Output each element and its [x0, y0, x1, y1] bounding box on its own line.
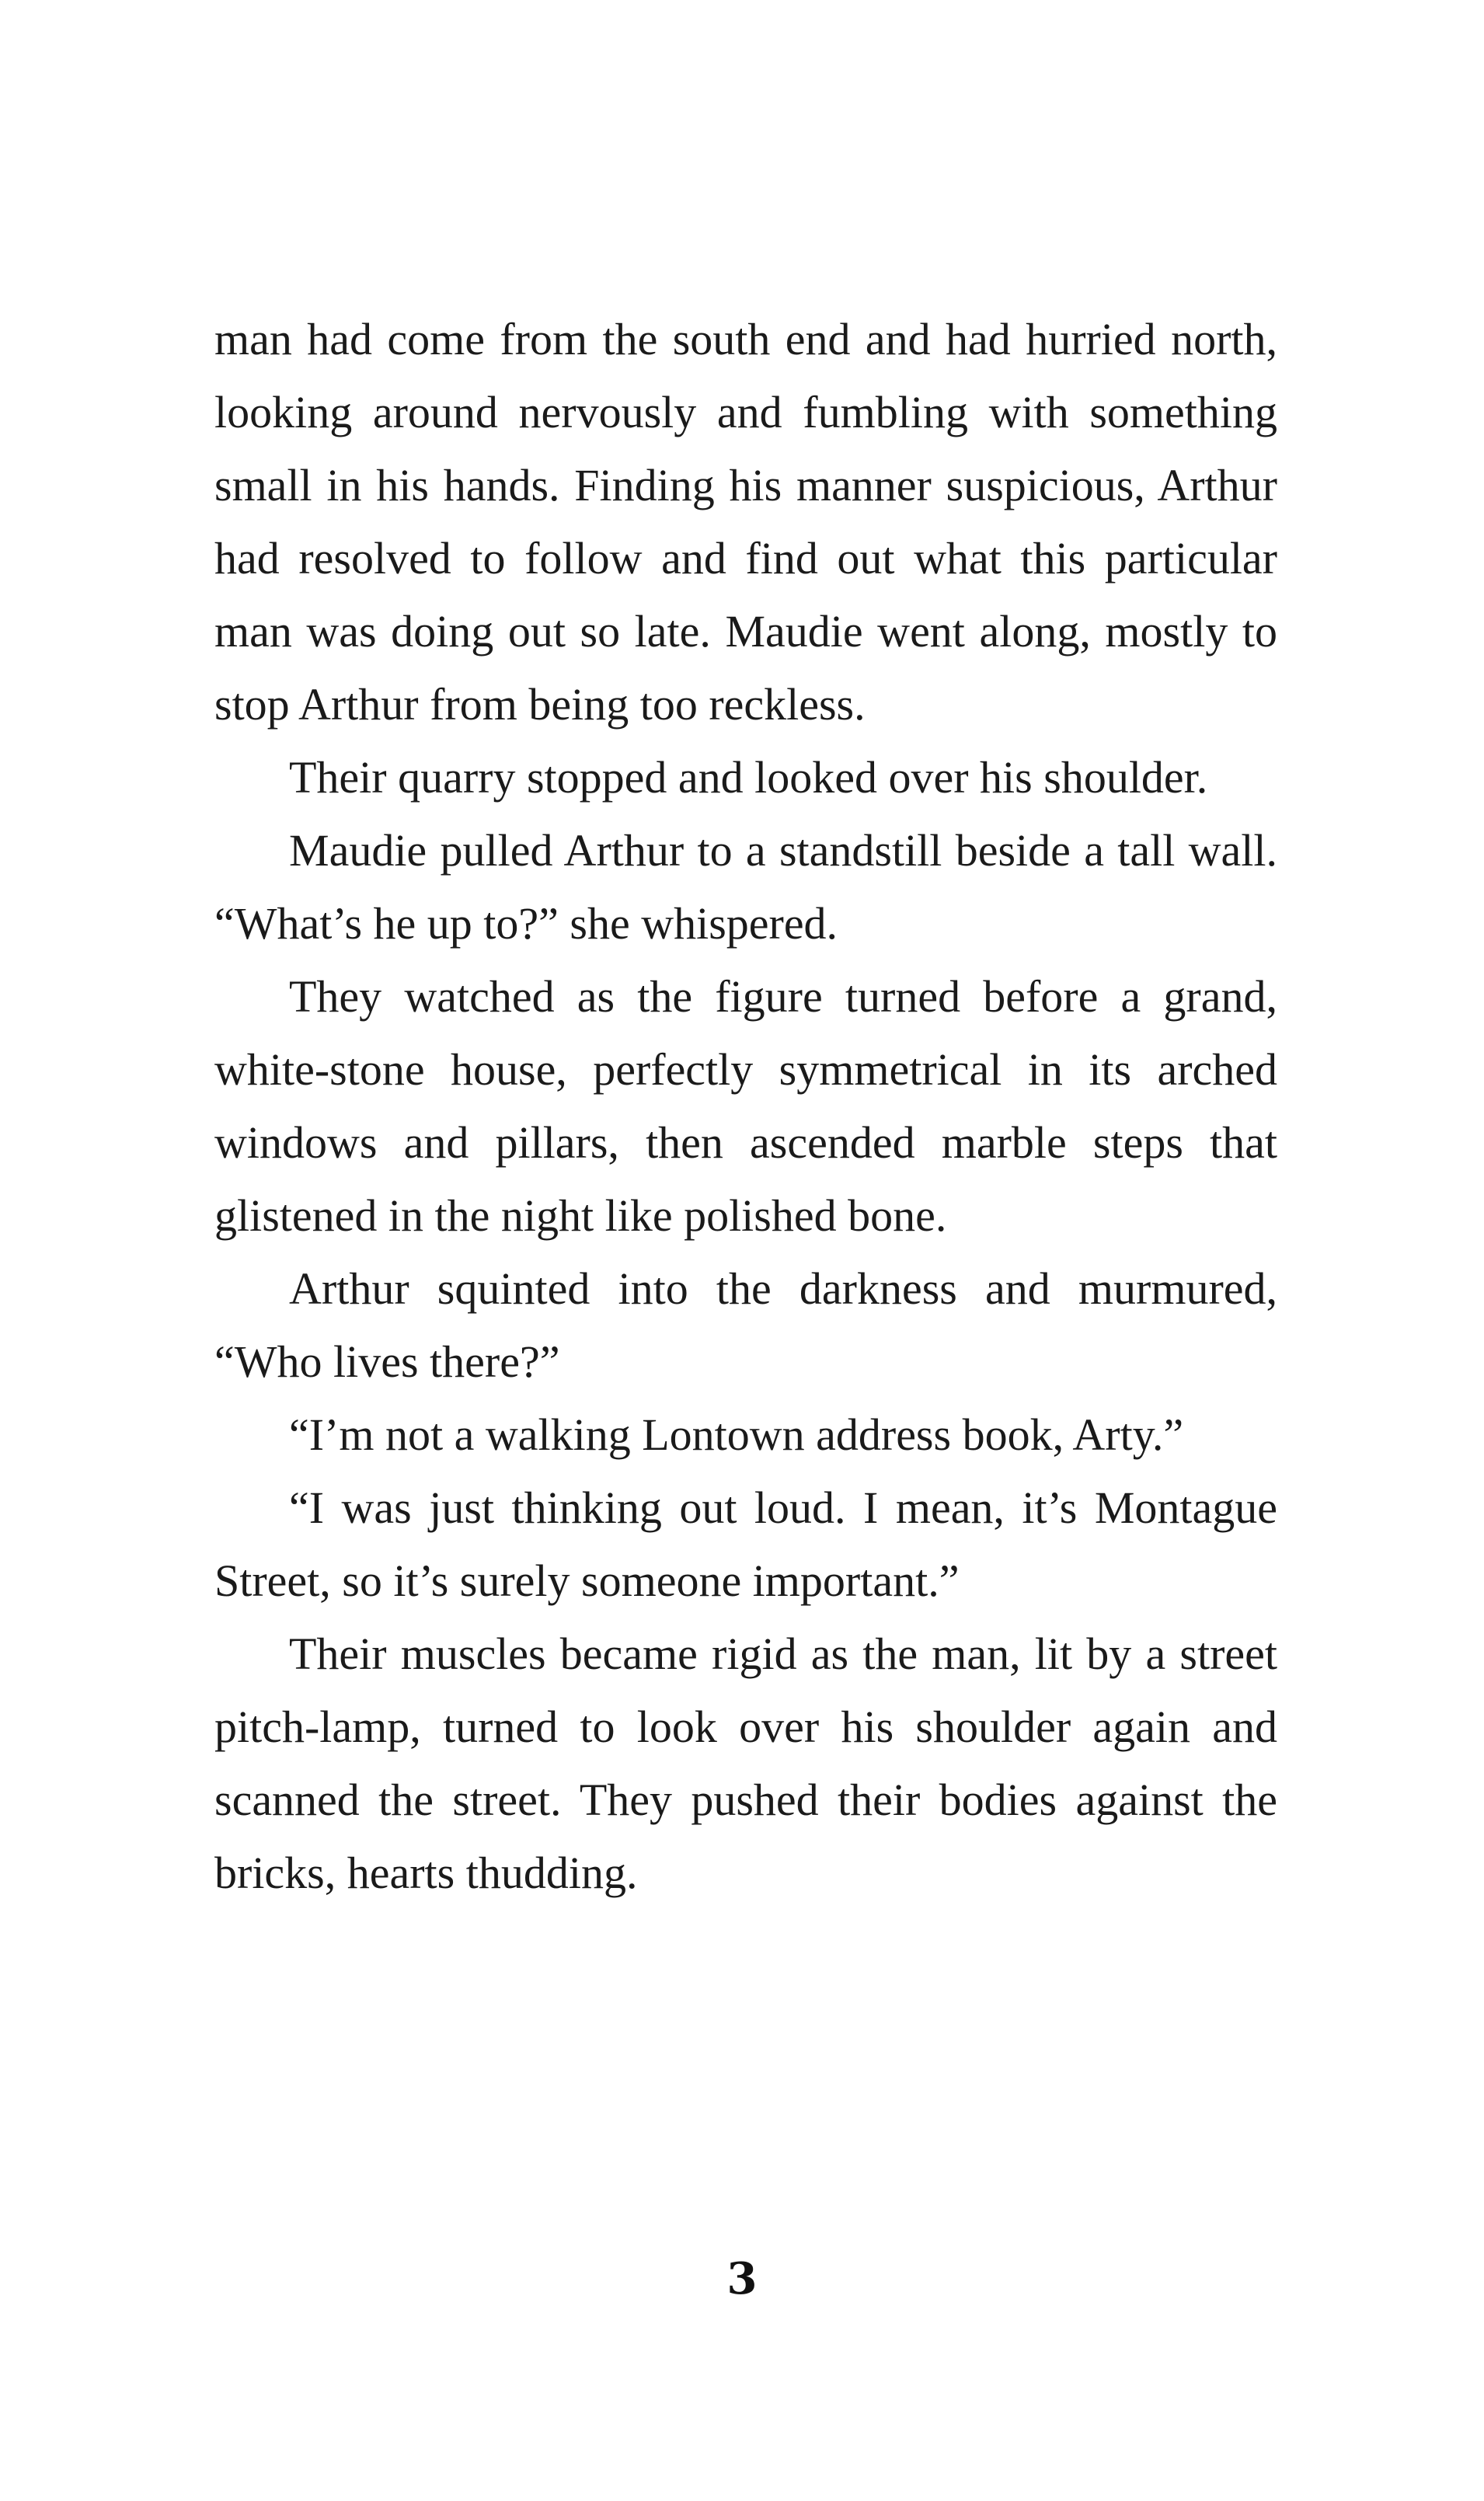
paragraph: Maudie pulled Arthur to a standstill beside a tall wall. “What’s he up to?” she whispered. — [214, 825, 1277, 949]
paragraph: “I was just thinking out loud. I mean, it’s Montague Street, so it’s surely someone important.” — [214, 1482, 1277, 1606]
paragraph: Their muscles became rigid as the man, lit by a street pitch-lamp, turned to look over his shoulder again and scanned the street. They pushed their bodies against the bricks, hearts thudding. — [214, 1628, 1277, 1898]
paragraph: “I’m not a walking Lontown address book, Arty.” — [289, 1409, 1184, 1460]
paragraph-continuation: man had come from the south end and had hurried north, looking around nervously and fumbling with something small in his hands. Finding his manner suspicious, Arthur had resolved to follow and find out what this particular man was doing out so late. Maudie went along, mostly to stop Arthur from being too reckless. — [214, 314, 1277, 730]
paragraph: Their quarry stopped and looked over his shoulder. — [289, 752, 1208, 803]
body-text — [214, 303, 1277, 1910]
paragraph: Arthur squinted into the darkness and murmured, “Who lives there?” — [214, 1263, 1277, 1387]
page-number: 3 — [726, 2253, 758, 2304]
paragraph: They watched as the figure turned before a grand, white-stone house, perfectly symmetrical in its arched windows and pillars, then ascended marble steps that glistened in the night like polished bone. — [214, 971, 1277, 1241]
